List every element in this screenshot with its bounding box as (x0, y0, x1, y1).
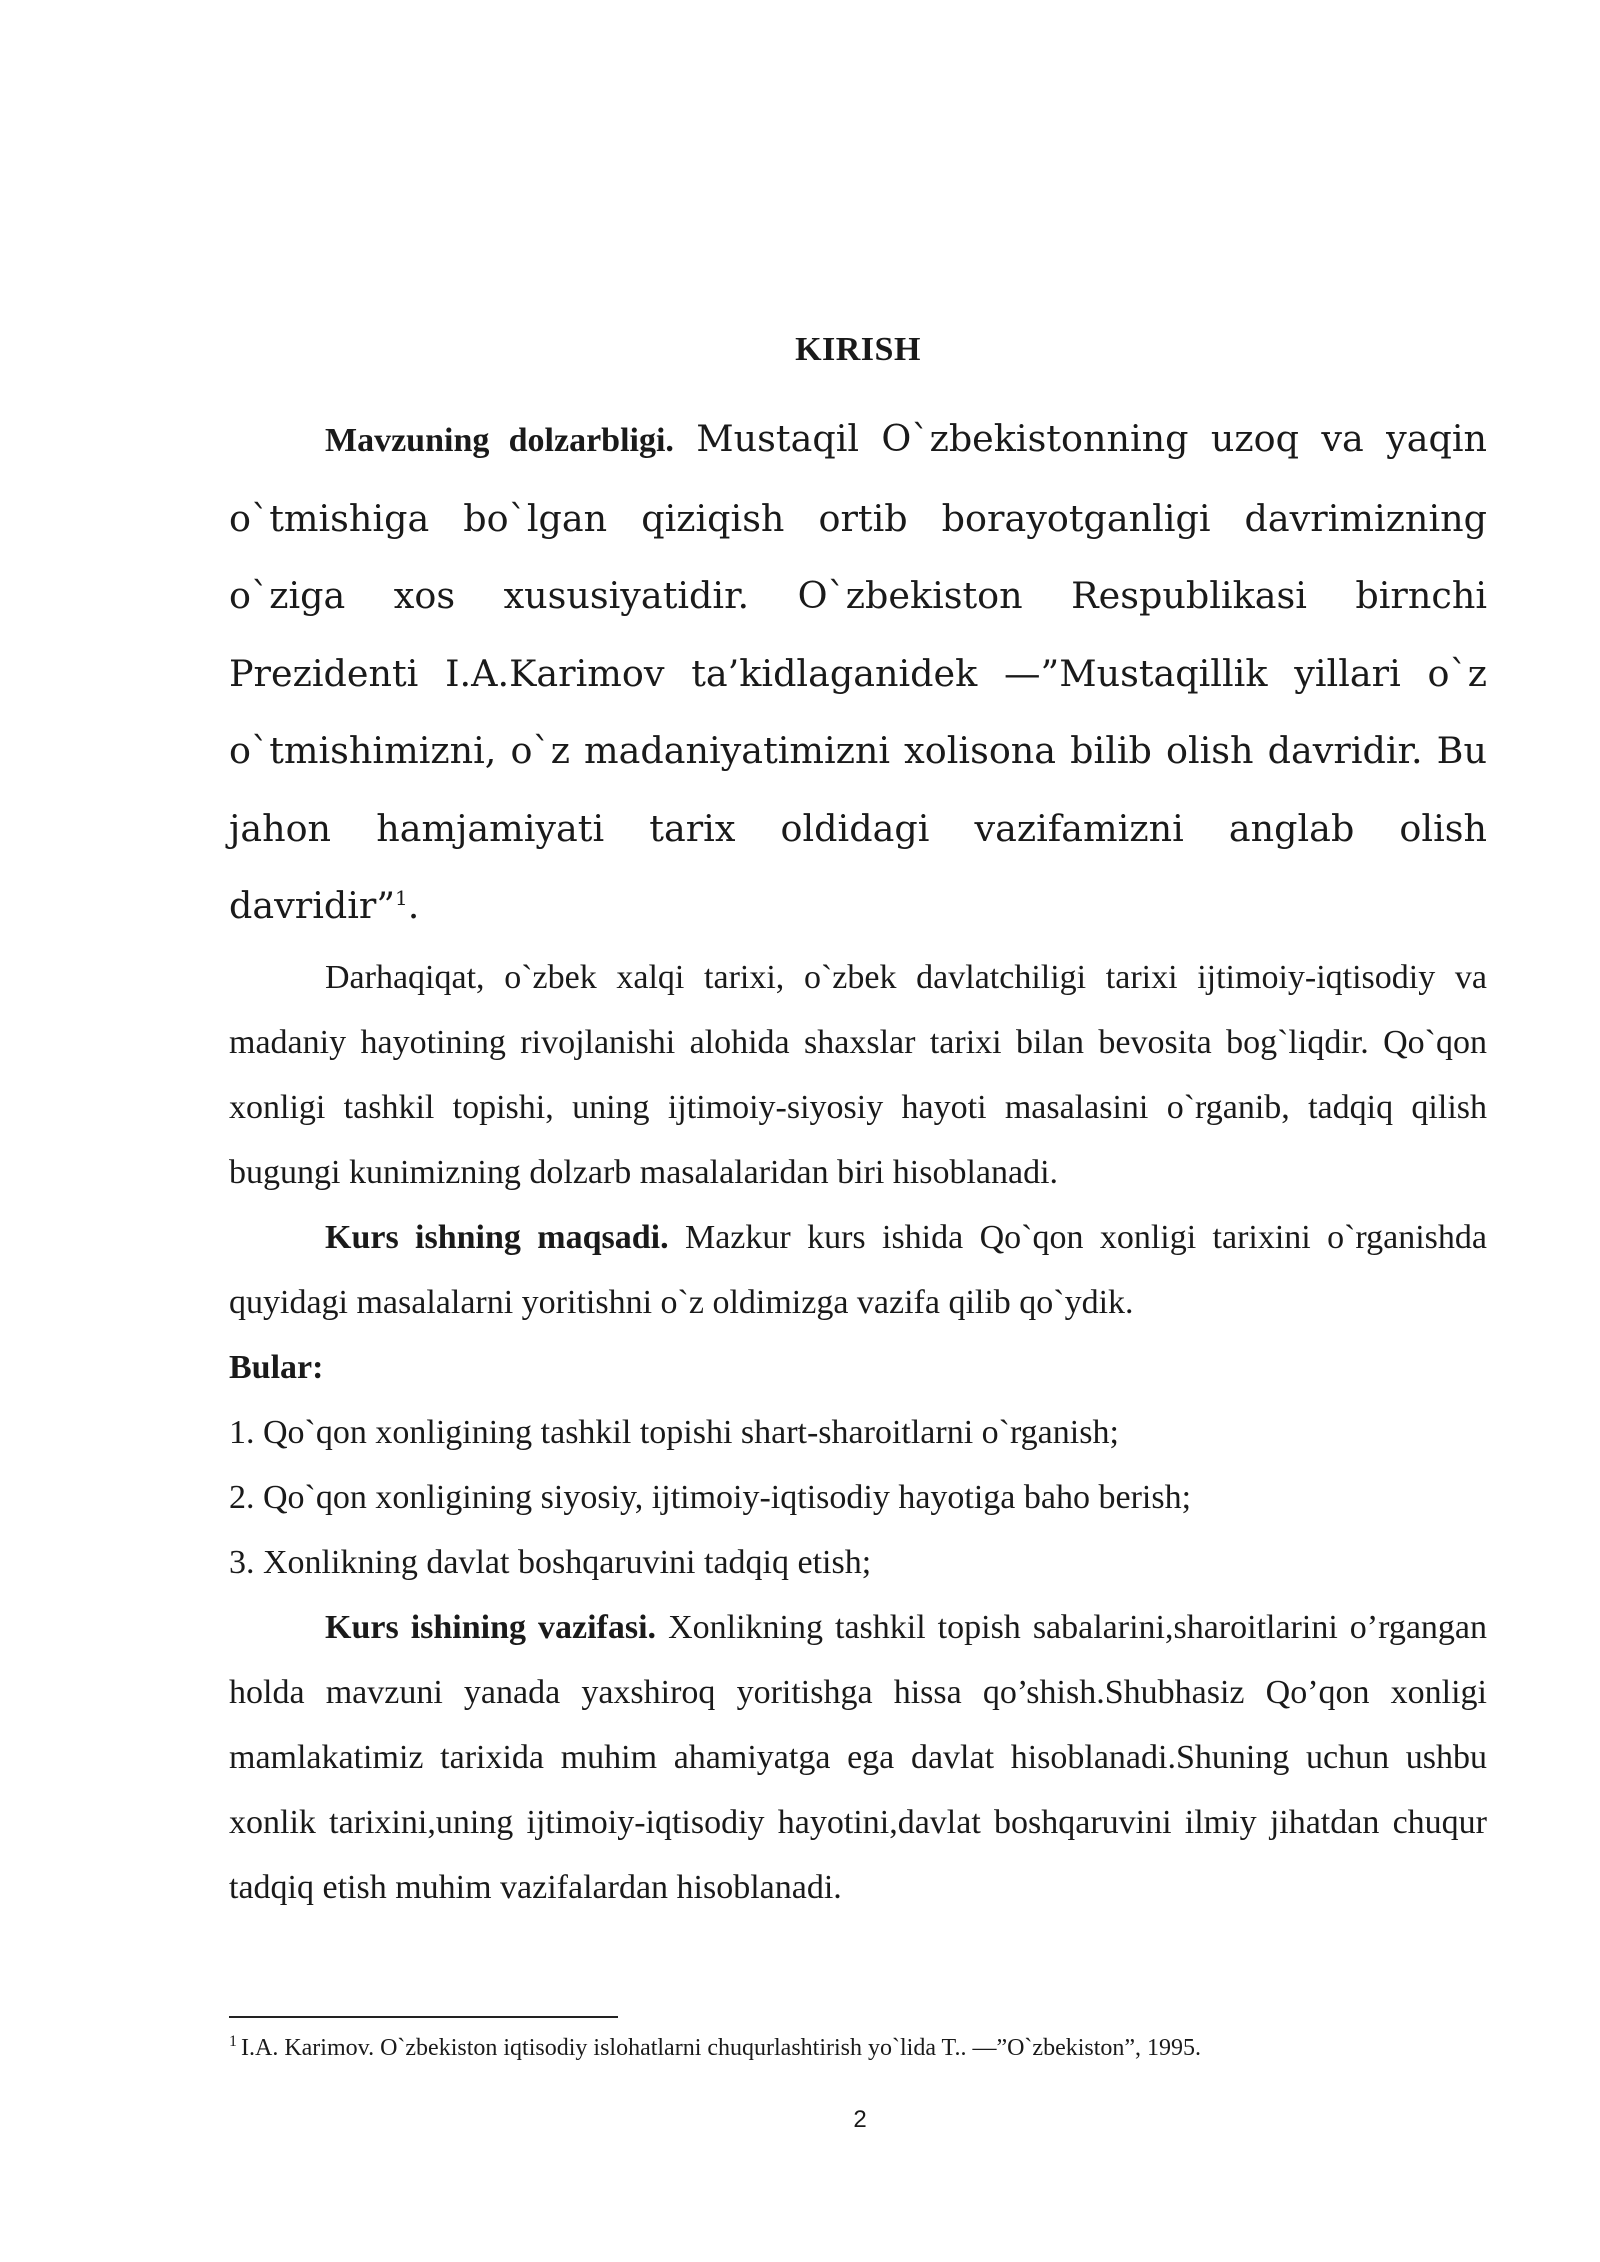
paragraph-text: Xonlikning tashkil topish sabalarini,sharoitlarini o’rgangan holda mavzuni yanada yaxshiroq yoritishga hissa qo’shish.Shubhasiz Qo’qon xonligi mamlakatimiz tarixida muhim ahamiyatga ega davlat hisoblanadi.Shuning uchun ushbu xonlik tarixini,uning ijtimoiy-iqtisodiy hayotini,davlat boshqaruvini ilmiy jihatdan chuqur tadqiq etish muhim vazifalardan hisoblanadi. (229, 1608, 1488, 1906)
paragraph-text: Mustaqil O`zbekistonning uzoq va yaqin o`tmishiga bo`lgan qiziqish ortib borayotganligi davrimizning o`ziga xos xususiyatidir. O`zbekiston Respublikasi birnchi Prezidenti I.A.Karimov ta’kidlaganidek —”Mustaqillik yillari o`z o`tmishimizni, o`z madaniyatimizni xolisona bilib olish davridir. Bu jahon hamjamiyati tarix oldidagi vazifamizni anglab olish davridir” (229, 417, 1488, 927)
footnote-separator (229, 2016, 618, 2018)
paragraph-lead: Kurs ishning maqsadi. (325, 1218, 669, 1256)
page-number: 2 (853, 2106, 867, 2133)
list-heading: Bular: (229, 1348, 324, 1386)
footnote (229, 2030, 1487, 2066)
paragraph-text-end: . (407, 884, 420, 927)
paragraph-purpose (229, 1205, 1487, 1335)
paragraph-lead: Kurs ishining vazifasi. (325, 1608, 657, 1646)
list-item: 2. Qo`qon xonligining siyosiy, ijtimoiy-iqtisodiy hayotiga baho berish; (229, 1478, 1192, 1516)
paragraph-lead: Mavzuning dolzarbligi. (325, 422, 674, 459)
page-body (229, 320, 1487, 1920)
paragraph-text: Mazkur kurs ishida Qo`qon xonligi tarixini o`rganishda quyidagi masalalarni yoritishni o`z oldimizga vazifa qilib qo`ydik. (229, 1218, 1487, 1321)
footnote-text: I.A. Karimov. O`zbekiston iqtisodiy islohatlarni chuqurlashtirish yo`lida T.. —”O`zbekiston”, 1995. (241, 2035, 1202, 2061)
footnote-reference[interactable]: 1 (395, 885, 408, 910)
paragraph-relevance (229, 400, 1487, 945)
paragraph-tasks (229, 1595, 1487, 1920)
section-title: KIRISH (795, 331, 921, 368)
paragraph-context: Darhaqiqat, o`zbek xalqi tarixi, o`zbek davlatchiligi tarixi ijtimoiy-iqtisodiy va madaniy hayotining rivojlanishi alohida shaxslar tarixi bilan bevosita bog`liqdir. Qo`qon xonligi tashkil topishi, uning ijtimoiy-siyosiy hayoti masalasini o`rganib, tadqiq qilish bugungi kunimizning dolzarb masalalaridan biri hisoblanadi. (229, 958, 1487, 1191)
list-item: 1. Qo`qon xonligining tashkil topishi shart-sharoitlarni o`rganish; (229, 1413, 1119, 1451)
list-item: 3. Xonlikning davlat boshqaruvini tadqiq etish; (229, 1543, 872, 1581)
footnote-mark: 1 (229, 2033, 237, 2050)
